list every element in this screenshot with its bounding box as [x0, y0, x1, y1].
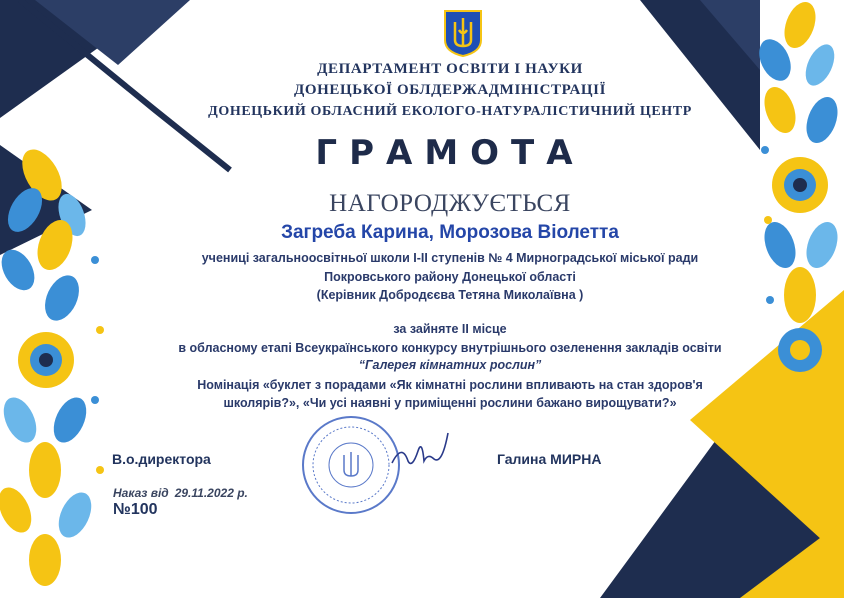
- body-line-nomination-cont: школярів?», «Чи усі наявні у приміщенні рослини бажано вирощувати?»: [223, 396, 677, 410]
- body-line-contest: в обласному етапі Всеукраїнського конкурсу внутрішнього озеленення закладів освіти: [178, 341, 722, 355]
- body-line-district: Покровського району Донецької області: [324, 270, 576, 284]
- signatory-name: Галина МИРНА: [497, 451, 602, 467]
- trident-emblem-icon: [441, 8, 485, 58]
- order-label: Наказ від: [113, 486, 169, 500]
- org-line-2: ДОНЕЦЬКОЇ ОБЛДЕРЖАДМІНІСТРАЦІЇ: [293, 82, 607, 98]
- body-line-supervisor: (Керівник Добродєєва Тетяна Миколаївна ): [316, 288, 584, 302]
- awarded-label: НАГОРОДЖУЄТЬСЯ: [329, 190, 571, 217]
- org-line-1: ДЕПАРТАМЕНТ ОСВІТИ І НАУКИ: [317, 61, 583, 77]
- body-line-nomination: Номінація «буклет з порадами «Як кімнатні рослини впливають на стан здоров'я: [197, 378, 703, 392]
- body-line-gallery: “Галерея кімнатних рослин”: [358, 358, 542, 372]
- official-seal: [300, 414, 402, 516]
- body-line-place: за зайняте ІІ місце: [393, 322, 507, 336]
- body-line-school: учениці загальноосвітньої школи І-ІІ ступенів № 4 Мирноградської міської ради: [201, 251, 699, 265]
- order-reference: [113, 486, 248, 500]
- certificate-title: ГРАМОТА: [315, 133, 585, 173]
- order-date: 29.11.2022 р.: [174, 486, 248, 500]
- signature: [388, 425, 458, 475]
- signatory-role: В.о.директора: [112, 451, 211, 467]
- org-line-3: ДОНЕЦЬКИЙ ОБЛАСНИЙ ЕКОЛОГО-НАТУРАЛІСТИЧНИЙ ЦЕНТР: [208, 104, 692, 119]
- order-number: №100: [113, 501, 158, 518]
- recipient-names: Загреба Карина, Морозова Віолетта: [281, 222, 619, 243]
